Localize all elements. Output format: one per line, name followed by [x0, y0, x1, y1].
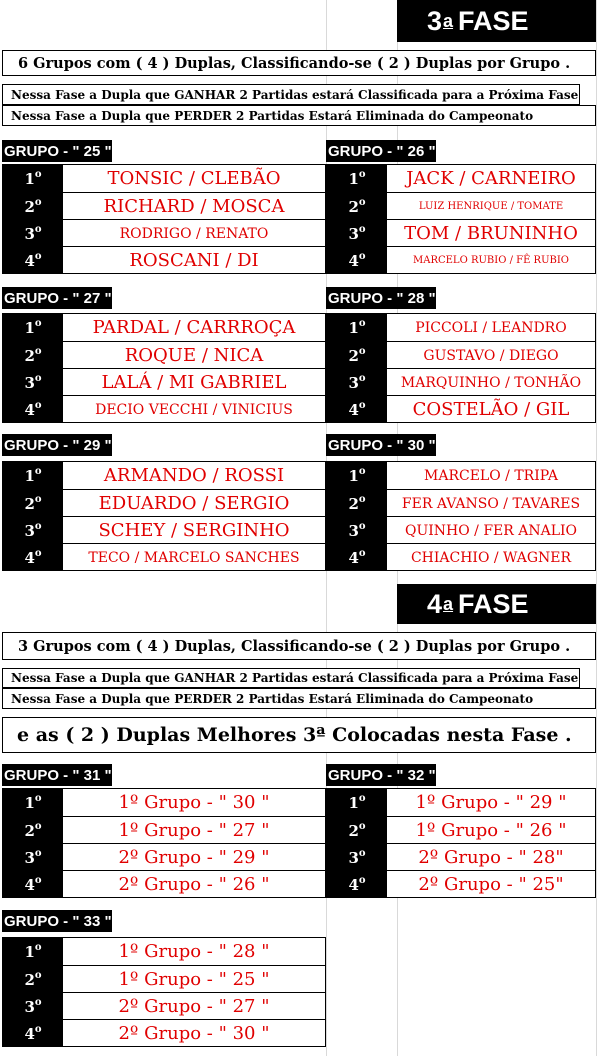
team-name: PICCOLI / LEANDRO: [415, 319, 567, 336]
team-name: PARDAL / CARRROÇA: [92, 317, 296, 338]
position-ordinal: o: [34, 997, 42, 1008]
table-row: [327, 489, 595, 517]
team-name: MARQUINHO / TONHÃO: [400, 374, 582, 391]
table-row: [327, 516, 595, 544]
position-ordinal: o: [34, 942, 42, 953]
position-ordinal: o: [34, 169, 42, 180]
position-cell: [3, 1020, 63, 1047]
team-name: LUIZ HENRIQUE / TOMATE: [418, 201, 564, 212]
phase4-title-sup: a: [443, 593, 454, 614]
team-name: 1º Grupo - " 28 ": [118, 941, 270, 962]
position-number: 4: [24, 1024, 35, 1043]
table-row: [3, 1019, 325, 1047]
position-number: 1: [348, 793, 359, 812]
position-number: 1: [24, 466, 35, 485]
position-ordinal: o: [34, 373, 42, 384]
position-ordinal: o: [358, 373, 366, 384]
position-number: 2: [348, 197, 359, 216]
position-ordinal: o: [358, 848, 366, 859]
position-ordinal: o: [34, 400, 42, 411]
team-name: 1º Grupo - " 25 ": [118, 969, 270, 990]
group-33-table: [2, 937, 326, 1047]
table-row: [3, 219, 325, 247]
table-row: [327, 192, 595, 220]
position-number: 4: [348, 400, 359, 419]
group-33-header: GRUPO - " 33 ": [2, 910, 112, 932]
team-name: DECIO VECCHI / VINICIUS: [95, 401, 293, 418]
phase4-title-num: 4: [427, 588, 443, 619]
phase3-title-num: 3: [427, 5, 443, 36]
position-cell: [327, 490, 387, 517]
position-number: 4: [24, 548, 35, 567]
team-name: JACK / CARNEIRO: [406, 168, 576, 189]
position-cell: [3, 817, 63, 844]
position-ordinal: o: [34, 251, 42, 262]
phase3-title-word: FASE: [458, 5, 529, 36]
group-32-table: [326, 788, 596, 898]
phase3-rule-win: Nessa Fase a Dupla que GANHAR 2 Partidas estará Classificada para a Próxima Fase: [2, 84, 580, 105]
position-ordinal: o: [358, 251, 366, 262]
position-cell: [3, 396, 63, 423]
position-cell: [327, 369, 387, 396]
position-cell: [327, 517, 387, 544]
position-number: 1: [348, 318, 359, 337]
position-ordinal: o: [34, 548, 42, 559]
group-25-table: [2, 164, 326, 274]
position-ordinal: o: [358, 793, 366, 804]
position-number: 4: [24, 875, 35, 894]
team-name: 2º Grupo - " 28": [418, 847, 564, 868]
position-number: 3: [348, 521, 359, 540]
group-28-table: [326, 313, 596, 423]
position-cell: [327, 844, 387, 871]
group-31-table: [2, 788, 326, 898]
group-27-table: [2, 313, 326, 423]
position-number: 3: [348, 224, 359, 243]
phase4-title: [397, 584, 596, 624]
position-cell: [3, 871, 63, 898]
position-ordinal: o: [34, 521, 42, 532]
position-cell: [327, 342, 387, 369]
position-cell: [327, 165, 387, 192]
position-cell: [3, 220, 63, 247]
table-row: [3, 516, 325, 544]
table-row: [3, 938, 325, 965]
table-row: [3, 543, 325, 571]
position-ordinal: o: [34, 466, 42, 477]
team-name: GUSTAVO / DIEGO: [423, 347, 559, 364]
position-cell: [327, 462, 387, 489]
position-number: 2: [348, 494, 359, 513]
position-number: 3: [24, 997, 35, 1016]
position-number: 3: [24, 521, 35, 540]
position-number: 2: [24, 197, 35, 216]
team-name: COSTELÃO / GIL: [412, 399, 570, 420]
group-26-table: [326, 164, 596, 274]
position-ordinal: o: [34, 970, 42, 981]
position-number: 4: [348, 251, 359, 270]
position-number: 1: [24, 169, 35, 188]
phase3-title: [397, 0, 596, 42]
team-name: ROSCANI / DI: [129, 250, 259, 271]
position-cell: [3, 966, 63, 993]
phase4-extra-note: e as ( 2 ) Duplas Melhores 3ª Colocadas nesta Fase .: [2, 717, 596, 753]
group-31-header: GRUPO - " 31 ": [2, 764, 112, 786]
team-name: 1º Grupo - " 30 ": [118, 792, 270, 813]
position-number: 2: [348, 346, 359, 365]
position-cell: [327, 871, 387, 898]
position-cell: [3, 490, 63, 517]
table-row: [327, 543, 595, 571]
phase3-title-sup: a: [443, 10, 454, 31]
table-row: [3, 462, 325, 489]
group-29-table: [2, 461, 326, 571]
position-number: 1: [348, 169, 359, 188]
phase4-rule-lose: Nessa Fase a Dupla que PERDER 2 Partidas Estará Eliminada do Campeonato: [2, 688, 596, 709]
table-row: [3, 965, 325, 993]
position-ordinal: o: [358, 400, 366, 411]
position-cell: [3, 369, 63, 396]
position-ordinal: o: [358, 821, 366, 832]
position-ordinal: o: [34, 875, 42, 886]
table-row: [3, 816, 325, 844]
team-name: TECO / MARCELO SANCHES: [88, 549, 300, 566]
position-ordinal: o: [358, 169, 366, 180]
position-ordinal: o: [34, 494, 42, 505]
position-cell: [327, 193, 387, 220]
group-30-header: GRUPO - " 30 ": [326, 434, 436, 456]
position-cell: [3, 342, 63, 369]
table-row: [327, 843, 595, 871]
team-name: FER AVANSO / TAVARES: [401, 495, 581, 512]
position-ordinal: o: [34, 197, 42, 208]
table-row: [327, 246, 595, 274]
group-28-header: GRUPO - " 28 ": [326, 287, 436, 309]
group-26-header: GRUPO - " 26 ": [326, 140, 436, 162]
position-number: 2: [24, 346, 35, 365]
table-row: [327, 395, 595, 423]
table-row: [327, 314, 595, 341]
position-number: 2: [24, 821, 35, 840]
team-name: 2º Grupo - " 27 ": [118, 996, 270, 1017]
table-row: [3, 789, 325, 816]
position-ordinal: o: [34, 224, 42, 235]
group-29-header: GRUPO - " 29 ": [2, 434, 112, 456]
position-ordinal: o: [358, 224, 366, 235]
table-row: [327, 462, 595, 489]
position-cell: [327, 314, 387, 341]
team-name: 1º Grupo - " 26 ": [415, 820, 567, 841]
team-name: 1º Grupo - " 29 ": [415, 792, 567, 813]
position-cell: [327, 789, 387, 816]
position-cell: [3, 517, 63, 544]
position-cell: [3, 193, 63, 220]
position-number: 4: [24, 251, 35, 270]
table-row: [327, 165, 595, 192]
position-number: 3: [24, 224, 35, 243]
position-number: 3: [24, 848, 35, 867]
position-number: 3: [348, 373, 359, 392]
position-number: 2: [24, 970, 35, 989]
table-row: [3, 395, 325, 423]
position-number: 4: [348, 548, 359, 567]
position-cell: [327, 544, 387, 571]
table-row: [3, 165, 325, 192]
position-cell: [327, 396, 387, 423]
position-number: 1: [24, 942, 35, 961]
position-cell: [327, 220, 387, 247]
team-name: 1º Grupo - " 27 ": [118, 820, 270, 841]
position-cell: [327, 247, 387, 274]
table-row: [3, 246, 325, 274]
team-name: ROQUE / NICA: [124, 345, 264, 366]
position-number: 1: [348, 466, 359, 485]
table-row: [327, 789, 595, 816]
position-cell: [3, 993, 63, 1020]
table-row: [327, 341, 595, 369]
table-row: [327, 219, 595, 247]
phase4-title-word: FASE: [458, 588, 529, 619]
group-32-header: GRUPO - " 32 ": [326, 764, 436, 786]
position-cell: [3, 314, 63, 341]
group-30-table: [326, 461, 596, 571]
position-ordinal: o: [34, 1024, 42, 1035]
table-row: [327, 816, 595, 844]
team-name: RICHARD / MOSCA: [103, 196, 285, 217]
position-cell: [3, 544, 63, 571]
position-ordinal: o: [358, 318, 366, 329]
position-cell: [3, 789, 63, 816]
position-ordinal: o: [358, 197, 366, 208]
position-ordinal: o: [358, 521, 366, 532]
team-name: SCHEY / SERGINHO: [98, 520, 290, 541]
table-row: [327, 870, 595, 898]
position-number: 1: [24, 793, 35, 812]
position-number: 4: [24, 400, 35, 419]
position-number: 1: [24, 318, 35, 337]
position-cell: [3, 165, 63, 192]
position-number: 2: [348, 821, 359, 840]
position-number: 4: [348, 875, 359, 894]
position-ordinal: o: [358, 466, 366, 477]
position-cell: [3, 844, 63, 871]
team-name: ARMANDO / ROSSI: [103, 465, 285, 486]
table-row: [327, 368, 595, 396]
position-ordinal: o: [34, 821, 42, 832]
position-ordinal: o: [34, 848, 42, 859]
table-row: [3, 870, 325, 898]
table-row: [3, 843, 325, 871]
team-name: QUINHO / FER ANALIO: [404, 522, 578, 539]
team-name: 2º Grupo - " 30 ": [118, 1023, 270, 1044]
team-name: CHIACHIO / WAGNER: [410, 549, 572, 566]
group-25-header: GRUPO - " 25 ": [2, 140, 112, 162]
position-ordinal: o: [34, 793, 42, 804]
team-name: TONSIC / CLEBÃO: [107, 168, 281, 189]
team-name: 2º Grupo - " 25": [418, 874, 564, 895]
table-row: [3, 314, 325, 341]
team-name: TOM / BRUNINHO: [404, 223, 578, 244]
position-cell: [327, 817, 387, 844]
group-27-header: GRUPO - " 27 ": [2, 287, 112, 309]
position-cell: [3, 462, 63, 489]
position-ordinal: o: [34, 318, 42, 329]
position-number: 3: [24, 373, 35, 392]
team-name: MARCELO RUBIO / FÊ RUBIO: [412, 255, 569, 266]
table-row: [3, 489, 325, 517]
team-name: RODRIGO / RENATO: [119, 225, 269, 242]
table-row: [3, 192, 325, 220]
team-name: 2º Grupo - " 26 ": [118, 874, 270, 895]
position-number: 2: [24, 494, 35, 513]
position-ordinal: o: [358, 548, 366, 559]
table-row: [3, 368, 325, 396]
position-cell: [3, 247, 63, 274]
position-number: 3: [348, 848, 359, 867]
position-ordinal: o: [358, 875, 366, 886]
team-name: LALÁ / MI GABRIEL: [101, 372, 287, 393]
phase3-rule-lose: Nessa Fase a Dupla que PERDER 2 Partidas Estará Eliminada do Campeonato: [2, 105, 596, 126]
position-ordinal: o: [358, 346, 366, 357]
table-row: [3, 341, 325, 369]
team-name: MARCELO / TRIPA: [424, 467, 558, 484]
team-name: EDUARDO / SERGIO: [98, 493, 290, 514]
position-ordinal: o: [358, 494, 366, 505]
table-row: [3, 992, 325, 1020]
phase3-summary: 6 Grupos com ( 4 ) Duplas, Classificando-se ( 2 ) Duplas por Grupo .: [2, 50, 596, 76]
phase4-rule-win: Nessa Fase a Dupla que GANHAR 2 Partidas estará Classificada para a Próxima Fase: [2, 668, 580, 688]
team-name: 2º Grupo - " 29 ": [118, 847, 270, 868]
position-ordinal: o: [34, 346, 42, 357]
phase4-summary: 3 Grupos com ( 4 ) Duplas, Classificando-se ( 2 ) Duplas por Grupo .: [2, 632, 596, 660]
position-cell: [3, 938, 63, 965]
